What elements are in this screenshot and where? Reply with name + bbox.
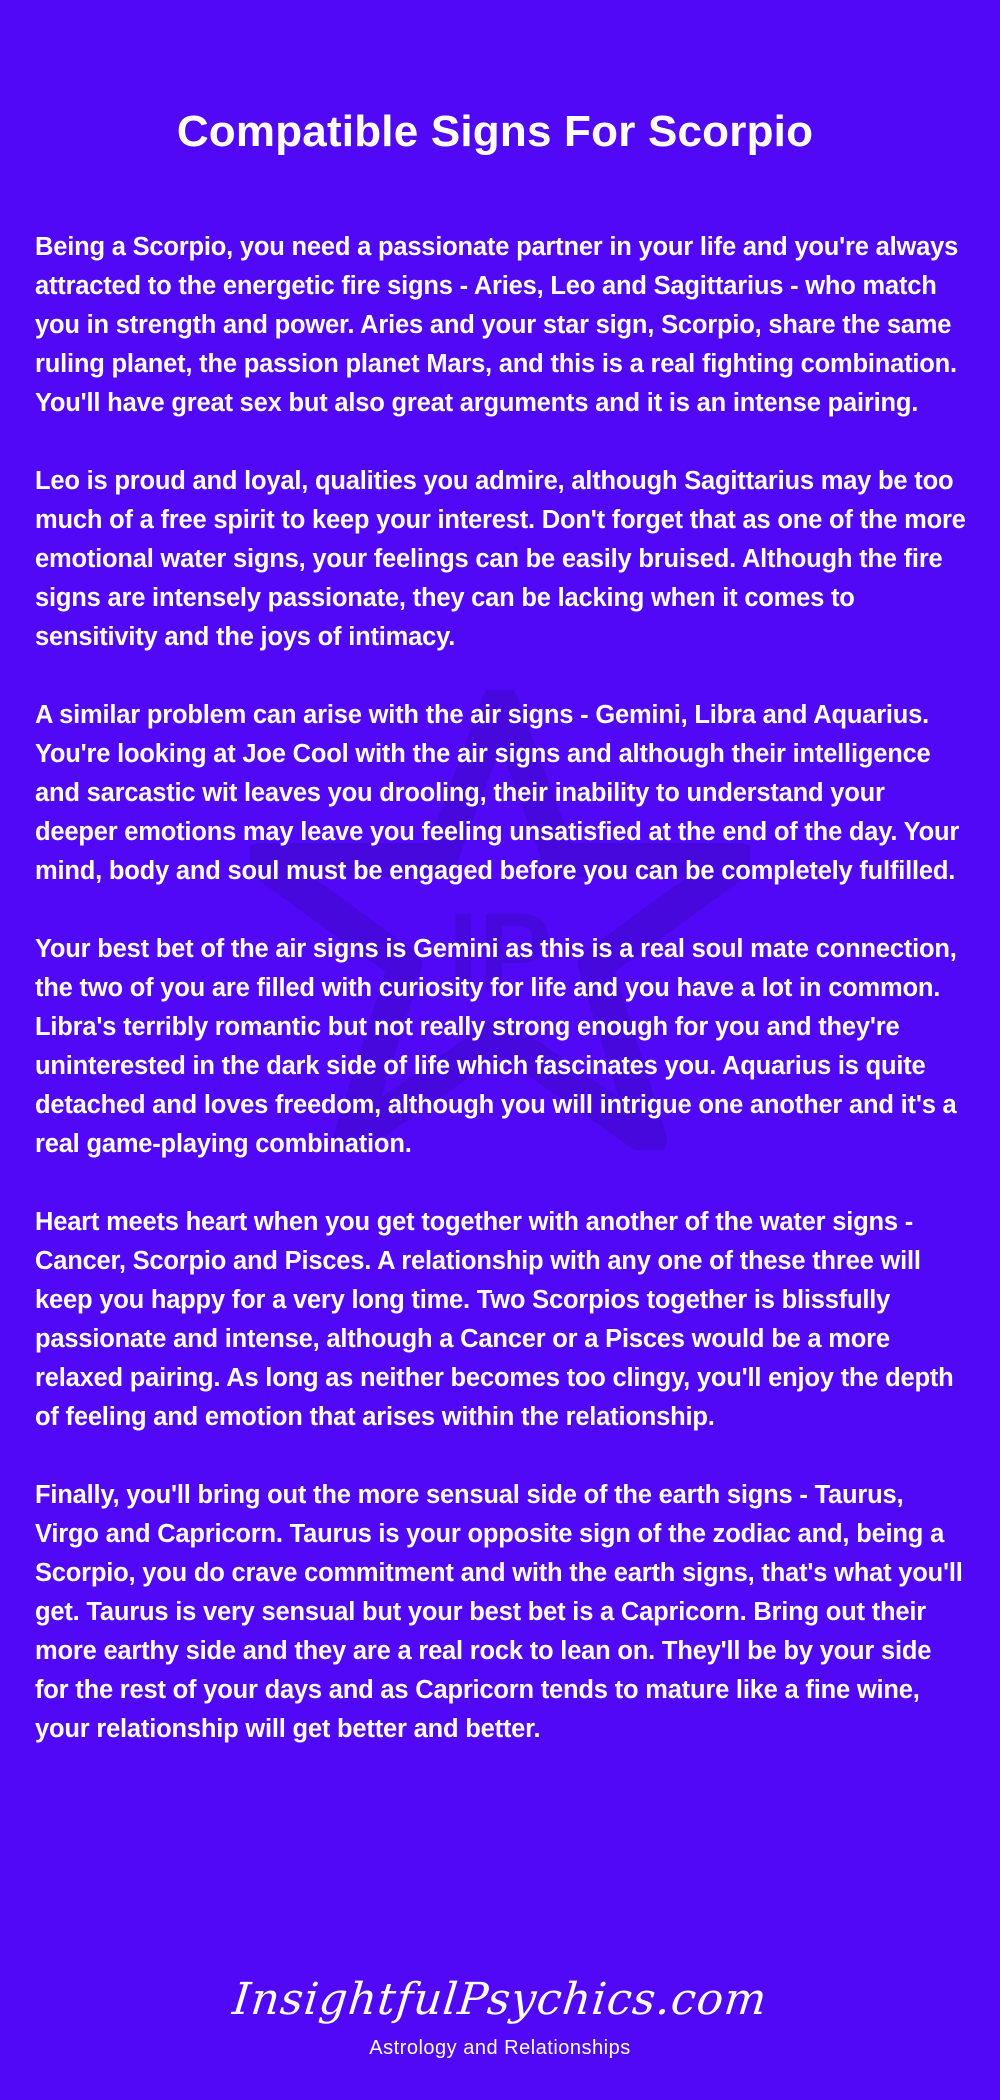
brand-tagline: Astrology and Relationships xyxy=(369,2037,631,2059)
paragraph-earth-signs: Finally, you'll bring out the more sensual side of the earth signs - Taurus, Virgo and Capricorn. Taurus is your opposite sign of the zodiac and, being a Scorpio, you do crave commitment and with the earth signs, that's what you'll get. Taurus is very sensual but your best bet is a Capricorn. Bring out their more earthy side and they are a real rock to lean on. They'll be by your side for the rest of your days and as Capricorn tends to mature like a fine wine, your relationship will get better and better. xyxy=(35,1481,963,1743)
brand-logo-text: InsightfulPsychics.com xyxy=(230,1974,770,2025)
paragraph-water-signs: Heart meets heart when you get together with another of the water signs - Cancer, Scorpio and Pisces. A relationship with any one of these three will keep you happy for a very long time. Two Scorpios together is blissfully passionate and intense, although a Cancer or a Pisces would be a more relaxed pairing. As long as neither becomes too clingy, you'll enjoy the depth of feeling and emotion that arises within the relationship. xyxy=(35,1208,954,1431)
paragraph-leo-sagittarius: Leo is proud and loyal, qualities you admire, although Sagittarius may be too much of a free spirit to keep your interest. Don't forget that as one of the more emotional water signs, your feelings can be easily bruised. Although the fire signs are intensely passionate, they can be lacking when it comes to sensitivity and the joys of intimacy. xyxy=(35,467,966,651)
paragraph-gemini-libra-aquarius: Your best bet of the air signs is Gemini as this is a real soul mate connection, the two of you are filled with curiosity for life and you have a lot in common. Libra's terribly romantic but not really strong enough for you and they're uninterested in the dark side of life which fascinates you. Aquarius is quite detached and loves freedom, although you will intrigue one another and it's a real game-playing combination. xyxy=(35,935,957,1158)
page-title: Compatible Signs For Scorpio xyxy=(176,107,814,156)
footer xyxy=(0,1970,1000,2062)
watermark-letters: IP xyxy=(448,891,552,1014)
paragraph-fire-signs: Being a Scorpio, you need a passionate partner in your life and you're always attracted to the energetic fire signs - Aries, Leo and Sagittarius - who match you in strength and power. Aries and your star sign, Scorpio, share the same ruling planet, the passion planet Mars, and this is a real fighting combination. You'll have great sex but also great arguments and it is an intense pairing. xyxy=(35,233,959,417)
paragraph-air-signs: A similar problem can arise with the air signs - Gemini, Libra and Aquarius. You're looking at Joe Cool with the air signs and although their intelligence and sarcastic wit leaves you drooling, their inability to understand your deeper emotions may leave you feeling unsatisfied at the end of the day. Your mind, body and soul must be engaged before you can be completely fulfilled. xyxy=(35,701,960,885)
article-body xyxy=(35,228,970,1788)
